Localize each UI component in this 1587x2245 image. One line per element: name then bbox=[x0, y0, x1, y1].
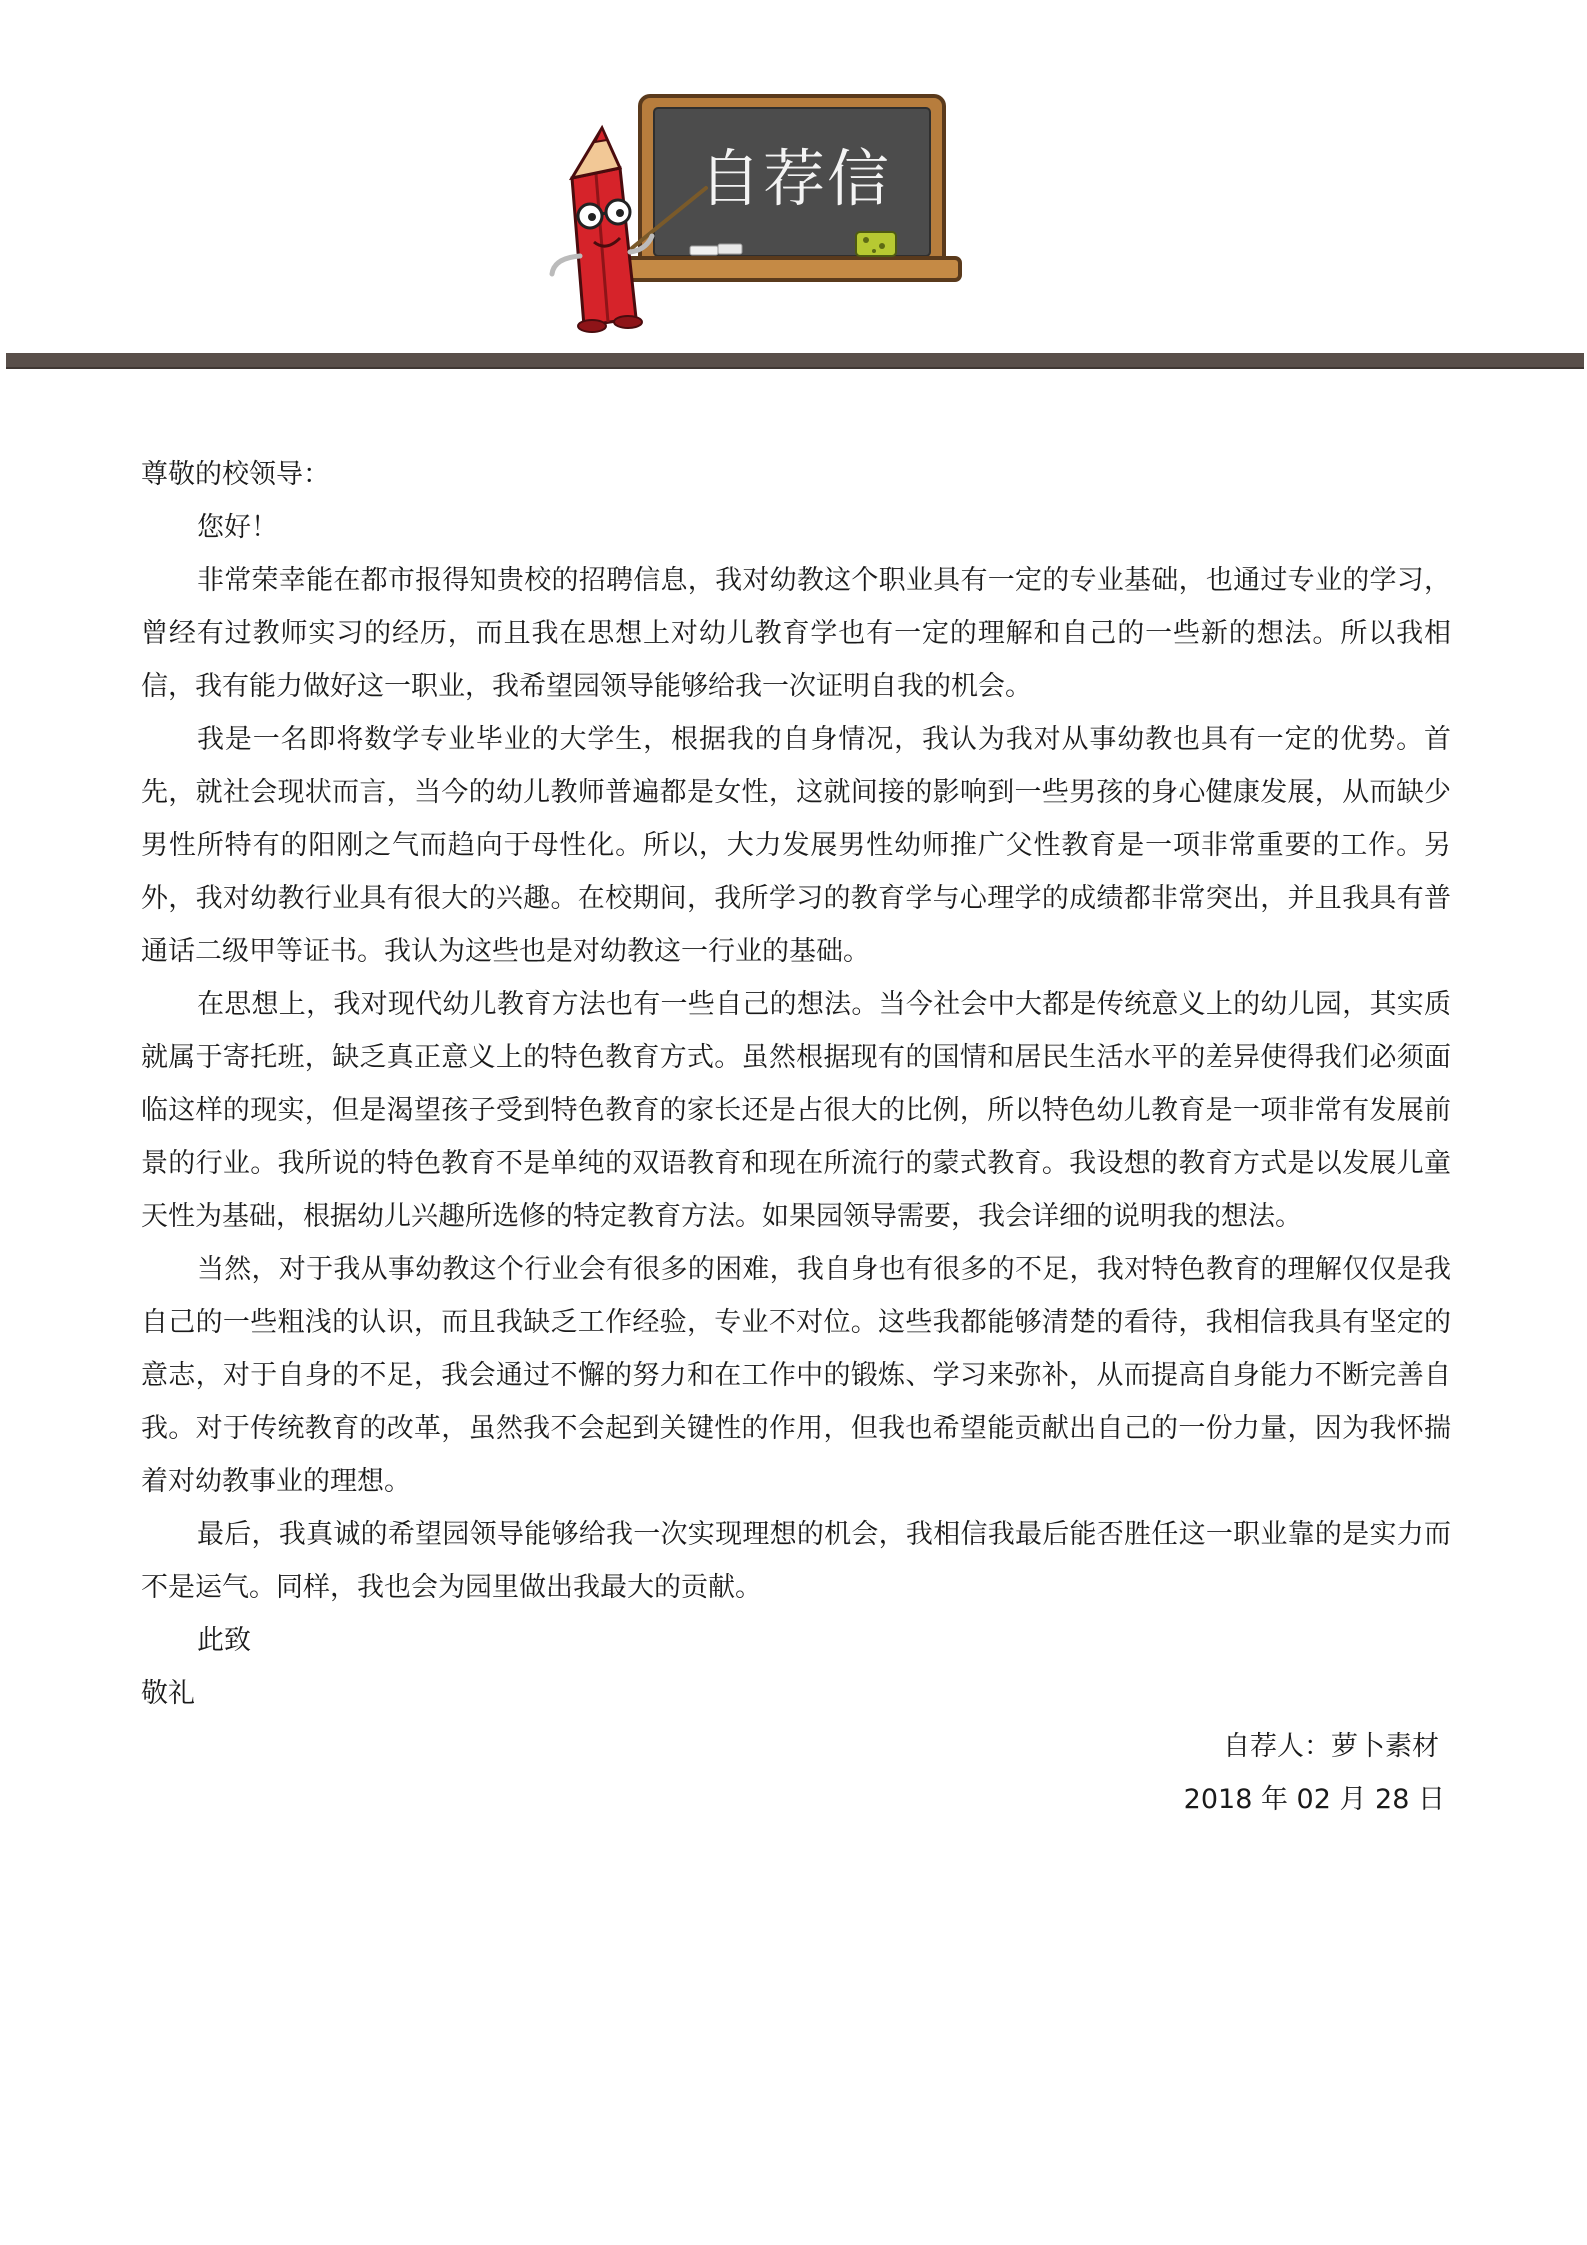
letter-body bbox=[141, 448, 1451, 1826]
document-title: 自荐信 bbox=[698, 141, 891, 215]
letter-paragraph: 最后，我真诚的希望园领导能够给我一次实现理想的机会，我相信我最后能否胜任这一职业靠的是实力而不是运气。同样，我也会为园里做出我最大的贡献。 bbox=[141, 1519, 1451, 1603]
letter-greeting: 您好！ bbox=[197, 512, 278, 543]
letter-paragraph: 在思想上，我对现代幼儿教育方法也有一些自己的想法。当今社会中大都是传统意义上的幼儿园，其实质就属于寄托班，缺乏真正意义上的特色教育方式。虽然根据现有的国情和居民生活水平的差异使得我们必须面临这样的现实，但是渴望孩子受到特色教育的家长还是占很大的比例，所以特色幼儿教育是一项非常有发展前景的行业。我所说的特色教育不是单纯的双语教育和现在所流行的蒙式教育。我设想的教育方式是以发展儿童天性为基础，根据幼儿兴趣所选修的特定教育方法。如果园领导需要，我会详细的说明我的想法。 bbox=[141, 989, 1451, 1232]
pencil-mascot-icon bbox=[552, 128, 652, 332]
letter-signature: 自荐人：萝卜素材 bbox=[1223, 1731, 1439, 1762]
letter-closing-ci-zhi: 此致 bbox=[197, 1625, 251, 1656]
letter-paragraph: 我是一名即将数学专业毕业的大学生，根据我的自身情况，我认为我对从事幼教也具有一定的优势。首先，就社会现状而言，当今的幼儿教师普遍都是女性，这就间接的影响到一些男孩的身心健康发展，从而缺少男性所特有的阳刚之气而趋向于母性化。所以，大力发展男性幼师推广父性教育是一项非常重要的工作。另外，我对幼教行业具有很大的兴趣。在校期间，我所学习的教育学与心理学的成绩都非常突出，并且我具有普通话二级甲等证书。我认为这些也是对幼教这一行业的基础。 bbox=[141, 724, 1451, 967]
letter-paragraph: 当然，对于我从事幼教这个行业会有很多的困难，我自身也有很多的不足，我对特色教育的理解仅仅是我自己的一些粗浅的认识，而且我缺乏工作经验，专业不对位。这些我都能够清楚的看待，我相信我具有坚定的意志，对于自身的不足，我会通过不懈的努力和在工作中的锻炼、学习来弥补，从而提高自身能力不断完善自我。对于传统教育的改革，虽然我不会起到关键性的作用，但我也希望能贡献出自己的一份力量，因为我怀揣着对幼教事业的理想。 bbox=[141, 1254, 1451, 1497]
letter-closing-jing-li: 敬礼 bbox=[141, 1678, 195, 1709]
letter-paragraph: 非常荣幸能在都市报得知贵校的招聘信息，我对幼教这个职业具有一定的专业基础，也通过专业的学习，曾经有过教师实习的经历，而且我在思想上对幼儿教育学也有一定的理解和自己的一些新的想法。所以我相信，我有能力做好这一职业，我希望园领导能够给我一次证明自我的机会。 bbox=[141, 565, 1451, 702]
letter-salutation: 尊敬的校领导： bbox=[141, 459, 330, 490]
letter-date: 2018 年 02 月 28 日 bbox=[1183, 1784, 1445, 1815]
header-divider bbox=[6, 353, 1584, 369]
